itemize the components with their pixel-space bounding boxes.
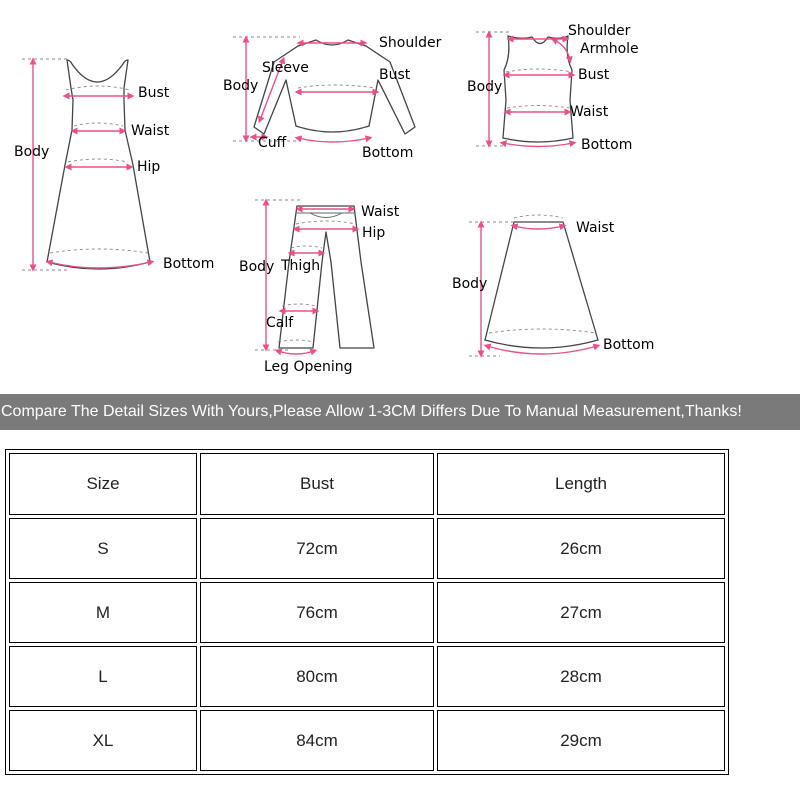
- header-bust: Bust: [200, 453, 434, 515]
- table-row: [9, 710, 725, 771]
- pants-waist-label: Waist: [361, 204, 400, 220]
- pants-hip-label: Hip: [362, 225, 386, 241]
- size-cell: S: [9, 518, 197, 579]
- measurement-notice-banner: Compare The Detail Sizes With Yours,Please Allow 1-3CM Differs Due To Manual Measurement,Thanks!: [0, 394, 800, 430]
- bust-cell: 76cm: [200, 582, 434, 643]
- skirt-waist-label: Waist: [576, 220, 615, 236]
- pants-calf-label: Calf: [266, 315, 294, 331]
- pants-thigh-label: Thigh: [281, 258, 321, 274]
- skirt-figure: [452, 215, 654, 356]
- dress-hip-label: Hip: [137, 159, 161, 175]
- vest-waist-label: Waist: [570, 104, 609, 120]
- vest-bottom-label: Bottom: [581, 137, 633, 153]
- size-cell: L: [9, 646, 197, 707]
- length-cell: 28cm: [437, 646, 725, 707]
- length-cell: 29cm: [437, 710, 725, 771]
- table-row: [9, 518, 725, 579]
- pants-leg-opening-line: [278, 351, 314, 354]
- pants-figure: [239, 200, 400, 375]
- dress-figure: [14, 59, 214, 272]
- top-figure: [223, 35, 442, 161]
- skirt-bottom-label: Bottom: [603, 337, 655, 353]
- size-cell: XL: [9, 710, 197, 771]
- bust-cell: 80cm: [200, 646, 434, 707]
- bust-cell: 72cm: [200, 518, 434, 579]
- size-cell: M: [9, 582, 197, 643]
- header-size: Size: [9, 453, 197, 515]
- top-body-label: Body: [223, 78, 259, 94]
- skirt-waist-line: [514, 226, 563, 229]
- dress-waist-label: Waist: [131, 123, 170, 139]
- vest-bottom-line: [503, 143, 573, 147]
- top-shoulder-label: Shoulder: [379, 35, 442, 51]
- size-chart-table: [5, 449, 729, 775]
- vest-armhole-label: Armhole: [580, 41, 639, 57]
- length-cell: 26cm: [437, 518, 725, 579]
- vest-body-label: Body: [467, 79, 503, 95]
- dress-bust-label: Bust: [138, 85, 170, 101]
- top-sleeve-label: Sleeve: [262, 60, 309, 76]
- table-header-row: [9, 453, 725, 515]
- pants-body-label: Body: [239, 259, 275, 275]
- vest-bust-label: Bust: [578, 67, 610, 83]
- skirt-bottom-line: [487, 346, 597, 354]
- header-length: Length: [437, 453, 725, 515]
- vest-shoulder-label: Shoulder: [568, 23, 631, 39]
- skirt-body-label: Body: [452, 276, 488, 292]
- table-row: [9, 646, 725, 707]
- garment-measurement-diagram: [0, 0, 800, 394]
- dress-body-label: Body: [14, 144, 50, 160]
- top-bust-label: Bust: [379, 67, 411, 83]
- pants-leg-opening-label: Leg Opening: [264, 359, 353, 375]
- top-bottom-line: [298, 138, 369, 142]
- table-row: [9, 582, 725, 643]
- dress-bottom-line: [49, 262, 151, 268]
- top-bottom-label: Bottom: [362, 145, 414, 161]
- bust-cell: 84cm: [200, 710, 434, 771]
- vest-figure: [467, 23, 639, 153]
- length-cell: 27cm: [437, 582, 725, 643]
- dress-bottom-label: Bottom: [163, 256, 215, 272]
- top-cuff-label: Cuff: [258, 135, 287, 151]
